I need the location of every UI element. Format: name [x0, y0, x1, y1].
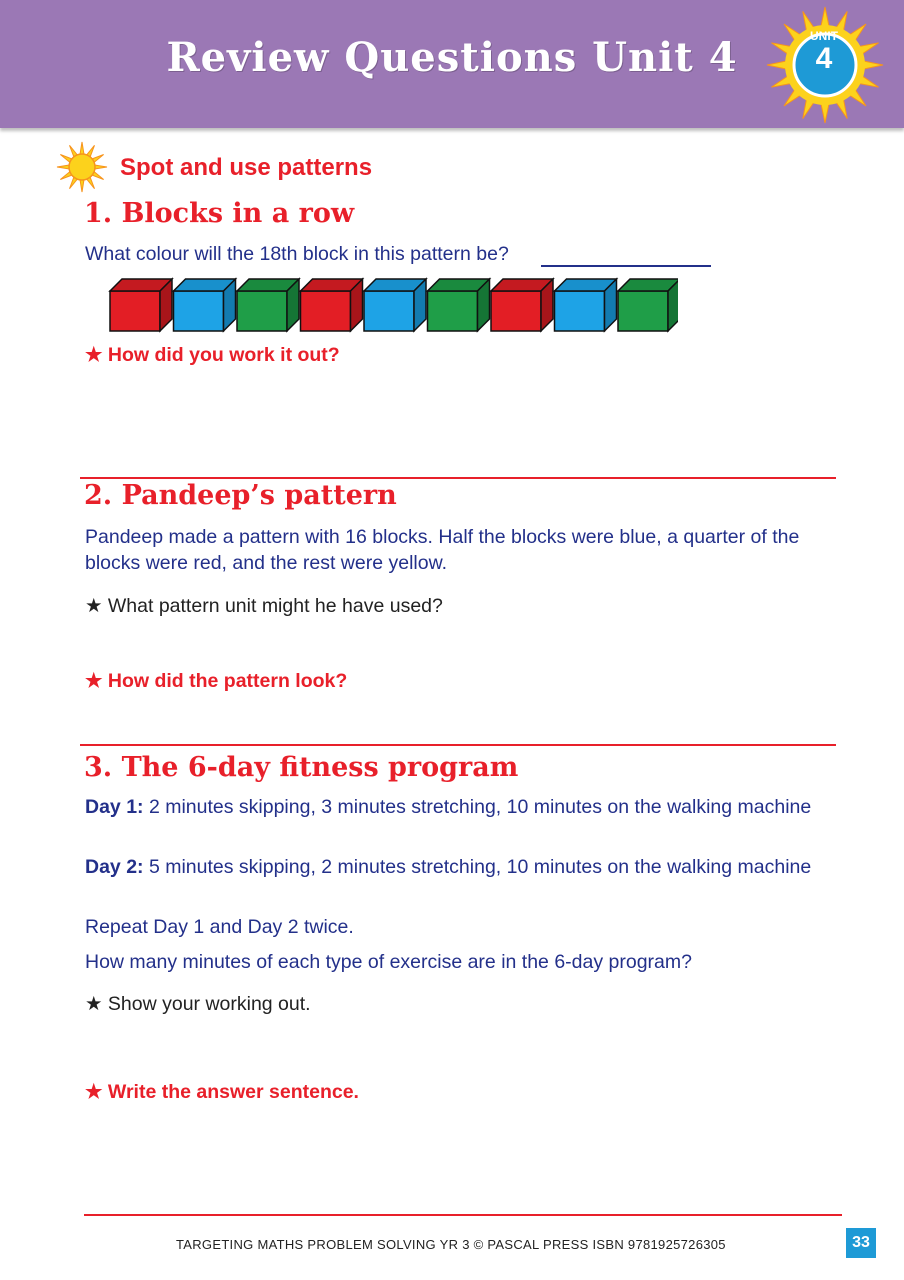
section-divider — [80, 744, 836, 746]
unit-badge — [793, 30, 855, 75]
unit-badge-number: 4 — [815, 42, 833, 75]
block-pattern — [108, 277, 678, 337]
day-1-text: 2 minutes skipping, 3 minutes stretching, 10 minutes on the walking machine — [148, 796, 812, 818]
question-2-title: 2. Pandeep’s pattern — [84, 480, 397, 511]
section-heading: Spot and use patterns — [120, 154, 373, 181]
pattern-block-blue — [174, 279, 236, 331]
footer-divider — [84, 1214, 842, 1216]
pattern-block-green — [237, 279, 299, 331]
page-title: Review Questions Unit 4 — [166, 34, 738, 81]
question-3-prompt-2: ★ Write the answer sentence. — [85, 1081, 359, 1103]
question-1-text: What colour will the 18th block in this pattern be? — [85, 243, 509, 265]
footer-credit: TARGETING MATHS PROBLEM SOLVING YR 3 © PASCAL PRESS ISBN 9781925726305 — [176, 1237, 726, 1252]
question-2-text: Pandeep made a pattern with 16 blocks. Half the blocks were blue, a quarter of the blocks were red, and the rest were yellow. — [85, 526, 800, 574]
pattern-block-blue — [555, 279, 617, 331]
pattern-block-green — [618, 279, 678, 331]
question-1-title: 1. Blocks in a row — [84, 198, 355, 229]
question-2-prompt-2: ★ How did the pattern look? — [85, 670, 348, 692]
day-2-label: Day 2: — [85, 856, 144, 878]
day-1-label: Day 1: — [85, 796, 144, 818]
pattern-block-green — [428, 279, 490, 331]
pattern-block-red — [110, 279, 172, 331]
answer-line[interactable] — [541, 265, 711, 267]
question-2-prompt-1: ★ What pattern unit might he have used? — [85, 595, 443, 617]
question-3-prompt-1: ★ Show your working out. — [85, 993, 311, 1015]
question-1-prompt: ★ How did you work it out? — [85, 344, 340, 366]
sun-icon — [56, 141, 108, 193]
pattern-block-blue — [364, 279, 426, 331]
unit-badge-label: UNIT — [810, 29, 838, 43]
question-3-title: 3. The 6-day fitness program — [84, 752, 519, 783]
question-3-day-1 — [85, 794, 845, 820]
pattern-block-red — [301, 279, 363, 331]
pattern-block-red — [491, 279, 553, 331]
section-divider — [80, 477, 836, 479]
page-number: 33 — [846, 1228, 876, 1258]
question-3-repeat: Repeat Day 1 and Day 2 twice. — [85, 916, 354, 938]
question-3-day-2 — [85, 854, 845, 880]
day-2-text: 5 minutes skipping, 2 minutes stretching, 10 minutes on the walking machine — [148, 856, 812, 878]
question-3-question: How many minutes of each type of exercise are in the 6-day program? — [85, 951, 692, 973]
